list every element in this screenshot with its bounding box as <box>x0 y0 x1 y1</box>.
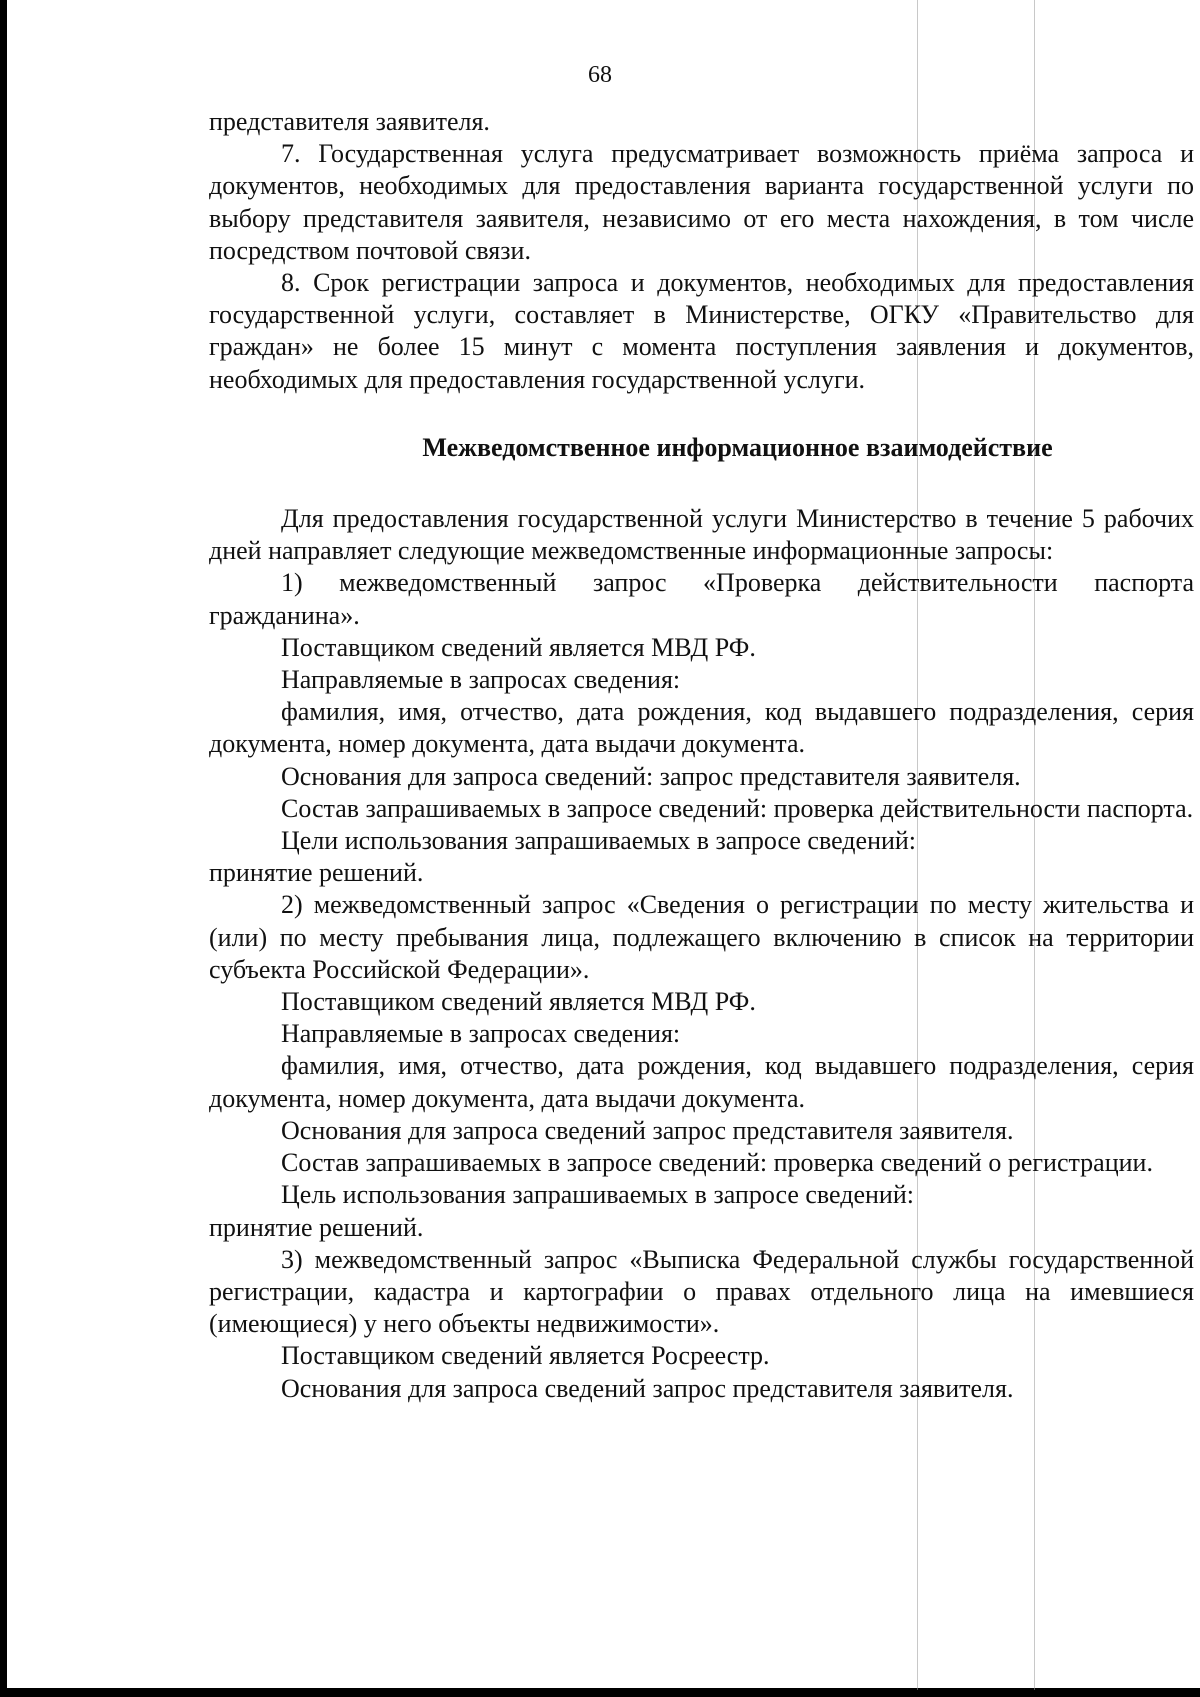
paragraph: 8. Срок регистрации запроса и документов, необходимых для предоставления государственной услуги, составляет в Министерстве, ОГКУ «Правительство для граждан» не более 15 минут с момента поступления заявления и документов, необходимых для предоставления государственной услуги. <box>209 268 1194 394</box>
scan-frame-left <box>0 0 7 1697</box>
paragraph: Направляемые в запросах сведения: <box>281 1019 681 1049</box>
paragraph: фамилия, имя, отчество, дата рождения, код выдавшего подразделения, серия документа, номер документа, дата выдачи документа. <box>209 697 1194 759</box>
paragraph: представителя заявителя. <box>209 107 490 136</box>
paragraph: принятие решений. <box>209 858 424 888</box>
paragraph: Состав запрашиваемых в запросе сведений: проверка действительности паспорта. <box>281 793 1194 823</box>
paragraph: Цели использования запрашиваемых в запросе сведений: <box>281 826 917 856</box>
paragraph: Для предоставления государственной услуги Министерство в течение 5 рабочих дней направляет следующие межведомственные информационные запросы: <box>209 504 1194 566</box>
paragraph: Основания для запроса сведений запрос представителя заявителя. <box>281 1373 1014 1403</box>
paragraph: 2) межведомственный запрос «Сведения о регистрации по месту жительства и (или) по месту пребывания лица, подлежащего включению в список на территории субъекта Российской Федерации». <box>209 890 1194 984</box>
paragraph: Поставщиком сведений является Росреестр. <box>281 1341 770 1371</box>
paragraph: Цель использования запрашиваемых в запросе сведений: <box>281 1180 914 1210</box>
paragraph: 3) межведомственный запрос «Выписка Федеральной службы государственной регистрации, кадастра и картографии о правах отдельного лица на имевшиеся (имеющиеся) у него объекты недвижимости». <box>209 1244 1194 1339</box>
page-number: 68 <box>588 62 612 88</box>
scan-frame-bottom <box>0 1688 1200 1697</box>
paragraph: Поставщиком сведений является МВД РФ. <box>281 987 756 1017</box>
paragraph: фамилия, имя, отчество, дата рождения, код выдавшего подразделения, серия документа, номер документа, дата выдачи документа. <box>209 1051 1194 1113</box>
paragraph: Направляемые в запросах сведения: <box>281 665 681 695</box>
paragraph: Состав запрашиваемых в запросе сведений: проверка сведений о регистрации. <box>281 1148 1153 1178</box>
paragraph: Основания для запроса сведений: запрос представителя заявителя. <box>281 761 1021 791</box>
paragraph: Основания для запроса сведений запрос представителя заявителя. <box>281 1115 1014 1145</box>
paragraph: принятие решений. <box>209 1212 424 1242</box>
paragraph: 1) межведомственный запрос «Проверка действительности паспорта гражданина». <box>209 568 1194 630</box>
section-heading: Межведомственное информационное взаимодействие <box>422 432 1053 462</box>
paragraph: Поставщиком сведений является МВД РФ. <box>281 632 756 662</box>
paragraph: 7. Государственная услуга предусматривает возможность приёма запроса и документов, необходимых для предоставления варианта государственной услуги по выбору представителя заявителя, независимо от его места нахождения, в том числе посредством почтовой связи. <box>209 139 1194 265</box>
document-body <box>209 106 1194 1405</box>
